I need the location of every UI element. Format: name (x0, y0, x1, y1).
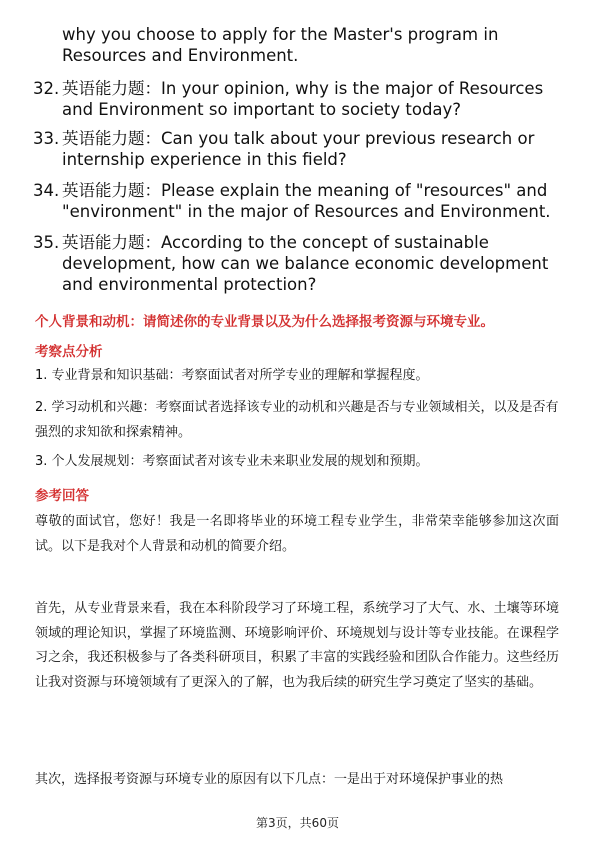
question-number: 32. (33, 79, 60, 98)
answer-paragraph: 首先，从专业背景来看，我在本科阶段学习了环境工程，系统学习了大气、水、土壤等环境领域的理论知识，掌握了环境监测、环境影响评价、环境规划与设计等专业技能。在课程学习之余，我还积极参与了各类科研项目，积累了丰富的实践经验和团队合作能力。这些经历让我对资源与环境领域有了更深入的了解，也为我后续的研究生学习奠定了坚实的基础。 (35, 601, 559, 690)
page-footer: 第3页，共60页 (256, 816, 339, 830)
question-text: 英语能力题：Please explain the meaning of "resources" and "environment" in the major of Resources and Environment. (62, 181, 551, 221)
question-text: 英语能力题：According to the concept of sustainable development, how can we balance economic development and environmental protection? (62, 233, 549, 294)
answer-paragraph: 尊敬的面试官，您好！我是一名即将毕业的环境工程专业学生，非常荣幸能够参加这次面试。以下是我对个人背景和动机的简要介绍。 (35, 514, 559, 554)
question-text: 英语能力题：Can you talk about your previous research or internship experience in this field? (62, 129, 535, 169)
analysis-point: 3. 个人发展规划：考察面试者对该专业未来职业发展的规划和预期。 (35, 454, 429, 469)
question-35 (33, 232, 563, 295)
question-continuation: why you choose to apply for the Master's program in Resources and Environment. (62, 25, 499, 65)
answer-paragraph: 其次，选择报考资源与环境专业的原因有以下几点：一是出于对环境保护事业的热 (35, 772, 504, 787)
question-heading: 个人背景和动机：请简述你的专业背景以及为什么选择报考资源与环境专业。 (35, 314, 494, 330)
question-32 (33, 78, 563, 120)
question-text: 英语能力题：In your opinion, why is the major of Resources and Environment so important to society today? (62, 79, 544, 119)
answer-title: 参考回答 (35, 488, 89, 504)
analysis-point: 2. 学习动机和兴趣：考察面试者选择该专业的动机和兴趣是否与专业领域相关，以及是否有强烈的求知欲和探索精神。 (35, 400, 559, 440)
question-number: 33. (33, 129, 60, 148)
question-number: 35. (33, 233, 60, 252)
analysis-point: 1. 专业背景和知识基础：考察面试者对所学专业的理解和掌握程度。 (35, 368, 429, 383)
question-34 (33, 180, 563, 222)
analysis-title: 考察点分析 (35, 344, 103, 360)
question-33 (33, 128, 563, 170)
question-number: 34. (33, 181, 60, 200)
